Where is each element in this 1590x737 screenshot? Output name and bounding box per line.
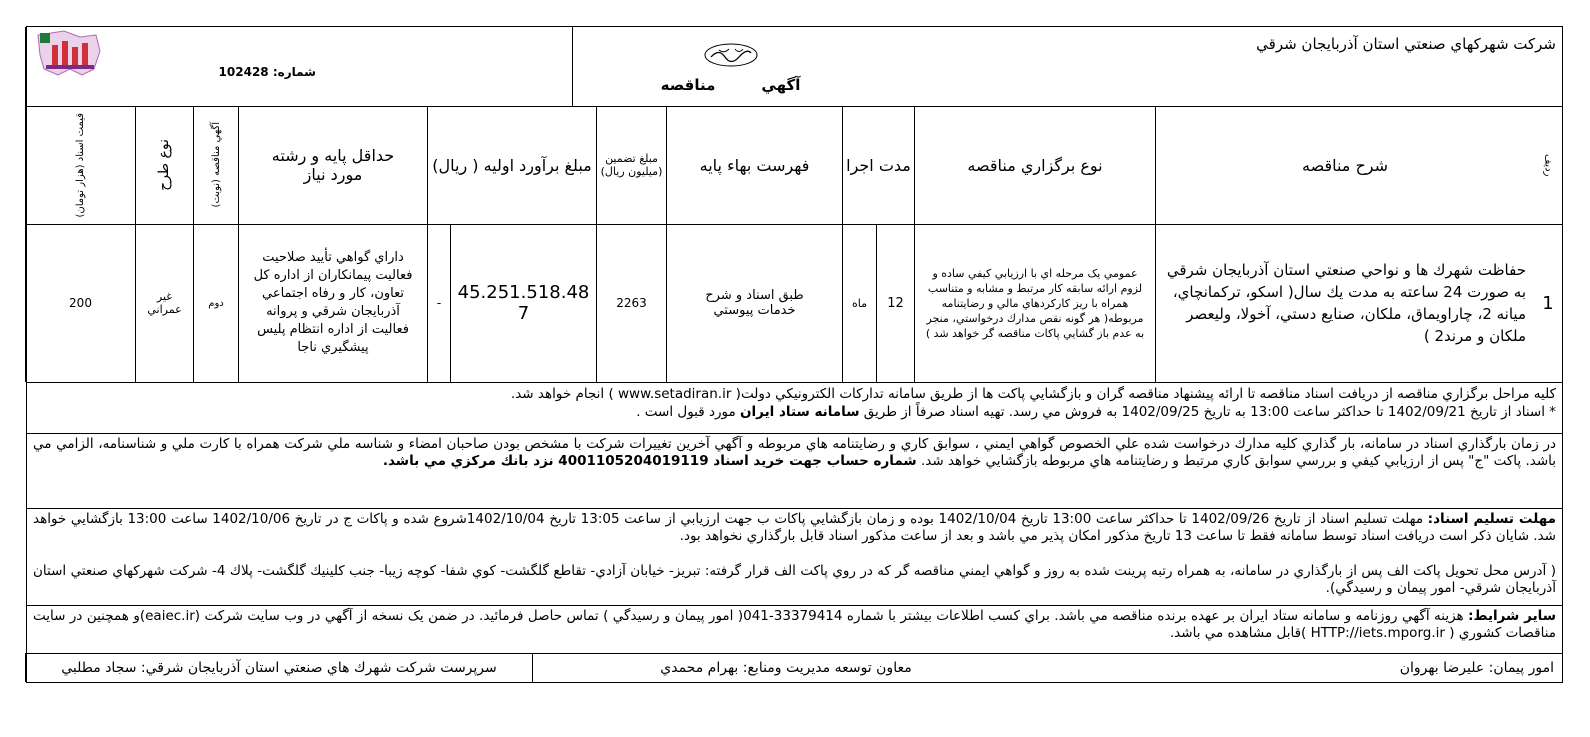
note-deadline: مهلت تسليم اسناد: مهلت تسليم اسناد از تاريخ 1402/09/26 تا حداكثر ساعت 13:00 تاريخ 1402/10/04 بوده و زمان بازگشايي پاكات ب جهت ارزيابي از ساعت 13:05 تاريخ 1402/10/04شروع شده و پاكات ج در تاريخ 1402/10/06 ساعت 13:00 بازگشايي خواهد شد. شايان ذكر است دريافت اسناد توسط سامانه فقط تا ساعت 13 تاريخ مذكور امكان پذير مي باشد و بعد از ساعت مذكور اسناد قابل بارگذاري نخواهد بود. (33, 511, 1556, 544)
signature-contracts: امور پيمان: عليرضا بهروان (1399, 659, 1554, 676)
note-sale-dates: * اسناد از تاريخ 1402/09/21 تا حداكثر ساعت 13:00 به تاريخ 1402/09/25 به فروش مي رسد. تهيه اسناد صرفاً از طريق سامانه ستاد ايران مورد قبول است . (636, 404, 1556, 420)
row-guarantee: 2263 (596, 224, 666, 382)
col-doc-price-header: قيمت اسناد (هزار تومان) (25, 106, 135, 224)
title-cell (572, 27, 888, 106)
col-price-list-header: فهرست بهاء پايه (666, 106, 842, 224)
signature-deputy: معاون توسعه مديريت ومنابع: بهرام محمدي (532, 653, 1039, 682)
signature-supervisor: سرپرست شركت شهرك هاي صنعتي استان آذربايجان شرقي: سجاد مطلبي (25, 653, 532, 682)
col-type-header: نوع برگزاري مناقصه (914, 106, 1155, 224)
table-row (27, 224, 1562, 382)
row-round: دوم (193, 224, 238, 382)
notes-block-2 (26, 433, 1563, 509)
col-duration-header: مدت اجرا (842, 106, 914, 224)
tender-table (26, 106, 1563, 383)
company-name: شرکت شهرکهاي صنعتي استان آذربايجان شرقي (1256, 35, 1556, 53)
company-cell (888, 27, 1562, 106)
col-description-header: شرح مناقصه (1155, 106, 1534, 224)
row-dash: - (427, 224, 450, 382)
notes-block-3 (26, 508, 1563, 606)
tender-label: مناقصه (660, 75, 716, 94)
note-upload-requirements: در زمان بارگذاري اسناد در سامانه، بار گذاري كليه مدارك درخواست شده علي الخصوص گواهي ايمني ، سوابق كاري و رضايتنامه هاي مربوطه و آگهي آخرين تغييرات شركت با مشخص بودن صاحبان امضاء و شناسه ملي شركت همراه با كارت ملي و شناسنامه، الزامي مي باشد. پاكت "ج" پس از ارزيابي كيفي و بررسي سوابق كاري مرتبط و رضايتنامه هاي مربوطه بازگشايي خواهد شد. شماره حساب جهت خريد اسناد 4001105204019119 نزد بانك مركزي مي باشد. (33, 436, 1556, 469)
row-index: 1 (1542, 292, 1554, 314)
row-price-list: طبق اسناد و شرح خدمات پيوستي (666, 224, 842, 382)
signatures-row (26, 653, 1563, 683)
notes-block-4 (26, 605, 1563, 654)
note-address: ( آدرس محل تحويل پاكت الف پس از بارگذاري در سامانه، به همراه رتبه پرينت شده به روز و گواهي ايمني مناقصه گر كه در روي پاكت الف قرار گرفته: تبريز- خيابان آزادي- تقاطع گلگشت- كوي شفا- كوچه زيبا- جنب كلينيك گلگشت- پلاك 4- شركت شهركهاي صنعتي استان آذربايجان شرقي- امور پيمان و رسيدگي). (33, 563, 1556, 596)
col-estimate-header: مبلغ برآورد اوليه ( ريال) (427, 106, 596, 224)
tender-notice (26, 26, 1563, 712)
note-other-conditions: ساير شرايط: هزينه آگهي روزنامه و سامانه ستاد ايران بر عهده برنده مناقصه مي باشد. براي كسب اطلاعات بيشتر با شماره 33379414-041( امور پيمان و رسيدگي ) تماس حاصل فرمائيد. در ضمن يک نسخه از آگهي در وب سايت شركت (eaiec.ir)و همچنين در سايت مناقصات كشوري ( HTTP://iets.mporg.ir )قابل مشاهده مي باشد. (33, 608, 1556, 641)
number-label: شماره: (272, 65, 316, 79)
row-description: حفاظت شهرك ها و نواحي صنعتي استان آذربايجان شرقي به صورت 24 ساعته به مدت يك سال( اسكو، تركمانچاي، ميانه 2، چاراويماق، ملكان، صنايع دستي، آخولا، وليعصر ملكان و مرند2 ) (1155, 224, 1534, 382)
header-row (26, 26, 1563, 107)
note-setad: كليه مراحل برگزاري مناقصه از دريافت اسناد مناقصه تا ارائه پيشنهاد مناقصه گران و بازگشايي پاكت ها از طريق سامانه تداركات الكترونيكي دولت( www.setadiran.ir ) انجام خواهد شد. (510, 386, 1556, 402)
company-logo-icon (34, 29, 104, 79)
notes-block-1 (26, 382, 1563, 434)
row-qualification: داراي گواهي تأييد صلاحيت فعاليت پيمانكاران از اداره كل تعاون، كار و رفاه اجتماعي آذربايجان شرقي و پروانه فعاليت از اداره انتظام پليس پيشگيري ناجا (238, 224, 427, 382)
ad-label: آگهي (761, 75, 801, 94)
table-header-row (27, 106, 1562, 225)
row-project-type: غير عمراني (135, 224, 193, 382)
notice-number: 102428 (218, 65, 269, 79)
number-cell (25, 27, 572, 106)
col-project-type-header: نوع طرح (135, 106, 193, 224)
col-round-header: آگهي مناقصه (نوبت) (193, 106, 238, 224)
row-doc-price: 200 (25, 224, 135, 382)
row-duration-unit: ماه (842, 224, 876, 382)
col-index-header: رديف (1542, 153, 1554, 177)
row-duration-value: 12 (876, 224, 914, 382)
calligraphy-seal-icon (701, 40, 761, 70)
row-estimate: 45.251.518.487 (450, 224, 596, 382)
col-guarantee-header: مبلغ تضمين (ميليون ريال) (596, 106, 666, 224)
row-type: عمومي يک مرحله اي با ارزيابي کيفي ساده و لزوم ارائه سابقه كار مرتبط و مشابه و متناسب همراه با ريز كاركردهاي مالي و رضايتنامه مربوطه( هر گونه نقص مدارك درخواستي، منجر به عدم باز گشايي پاكات مناقصه گر خواهد شد ) (914, 224, 1155, 382)
col-qualification-header: حداقل پايه و رشته مورد نياز (238, 106, 427, 224)
